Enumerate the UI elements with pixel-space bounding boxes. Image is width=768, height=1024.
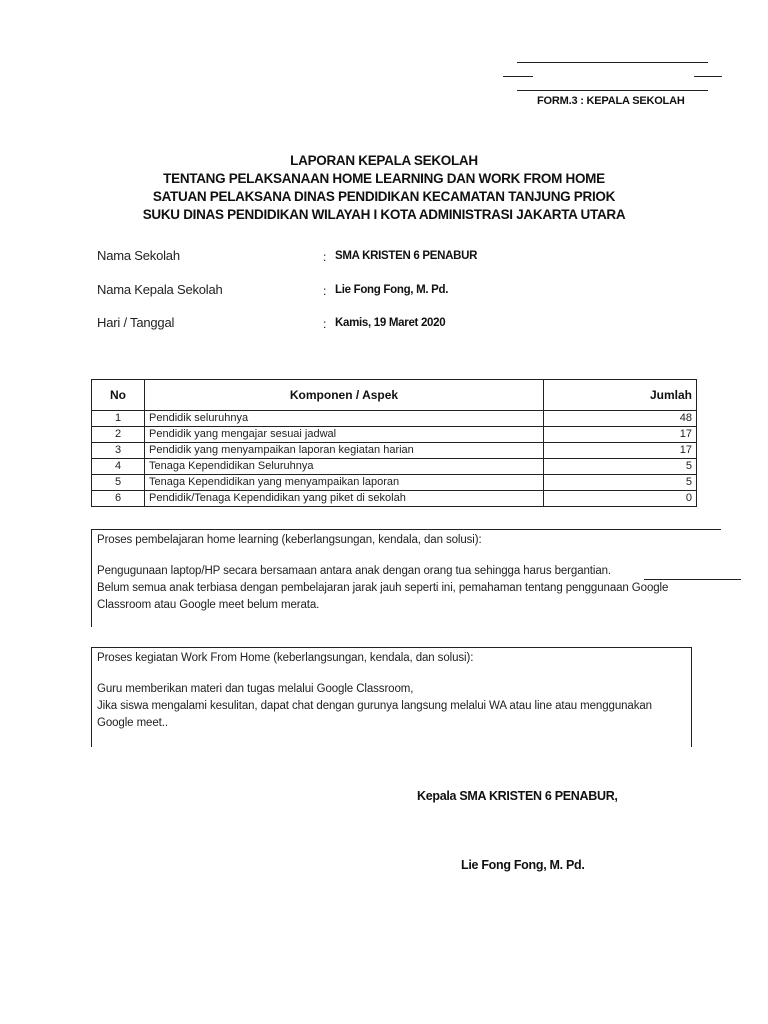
row-count: 17: [544, 427, 697, 443]
table-row: [92, 411, 697, 427]
row-aspect: Pendidik/Tenaga Kependidikan yang piket di sekolah: [145, 491, 544, 507]
signature-name: Lie Fong Fong, M. Pd.: [461, 858, 585, 872]
table-row: [92, 427, 697, 443]
wfh-box-right: [691, 647, 692, 747]
home-learning-line-3: Classroom atau Google meet belum merata.: [97, 599, 320, 611]
title-line-1: LAPORAN KEPALA SEKOLAH: [290, 153, 478, 168]
table-row: [92, 459, 697, 475]
row-aspect: Tenaga Kependidikan Seluruhnya: [145, 459, 544, 475]
header-aspect: Komponen / Aspek: [145, 380, 544, 411]
row-no: 4: [92, 459, 145, 475]
component-table: [91, 379, 697, 507]
home-learning-box-top: [91, 529, 721, 530]
table-row: [92, 475, 697, 491]
info-value-school: SMA KRISTEN 6 PENABUR: [335, 250, 478, 262]
header-rule-top: [517, 62, 708, 63]
header-count: Jumlah: [544, 380, 697, 411]
info-colon-school: :: [323, 250, 327, 264]
table-header-row: [92, 380, 697, 411]
row-no: 6: [92, 491, 145, 507]
wfh-line-2: Jika siswa mengalami kesulitan, dapat chat dengan gurunya langsung melalui WA atau line atau menggunakan: [97, 700, 652, 712]
wfh-line-1: Guru memberikan materi dan tugas melalui Google Classroom,: [97, 683, 414, 695]
header-rule-right: [694, 76, 722, 77]
home-learning-line-2: Belum semua anak terbiasa dengan pembelajaran jarak jauh seperti ini, pemahaman tentang penggunaan Google: [97, 582, 669, 594]
row-aspect: Tenaga Kependidikan yang menyampaikan laporan: [145, 475, 544, 491]
title-line-2: TENTANG PELAKSANAAN HOME LEARNING DAN WORK FROM HOME: [163, 171, 605, 186]
header-rule-bottom: [517, 90, 708, 91]
wfh-box-left: [91, 647, 92, 747]
info-value-date: Kamis, 19 Maret 2020: [335, 317, 446, 329]
title-line-3: SATUAN PELAKSANA DINAS PENDIDIKAN KECAMATAN TANJUNG PRIOK: [152, 189, 616, 204]
home-learning-heading: Proses pembelajaran home learning (keberlangsungan, kendala, dan solusi):: [97, 534, 482, 546]
info-label-school: Nama Sekolah: [97, 248, 180, 263]
info-label-principal: Nama Kepala Sekolah: [97, 282, 223, 297]
row-no: 3: [92, 443, 145, 459]
home-learning-box-left: [91, 529, 92, 627]
header-no: No: [92, 380, 145, 411]
row-no: 5: [92, 475, 145, 491]
row-count: 48: [544, 411, 697, 427]
form-label: FORM.3 : KEPALA SEKOLAH: [537, 95, 685, 107]
info-colon-principal: :: [323, 284, 327, 298]
row-count: 5: [544, 459, 697, 475]
info-value-principal: Lie Fong Fong, M. Pd.: [335, 284, 449, 296]
info-colon-date: :: [323, 317, 327, 331]
row-aspect: Pendidik yang menyampaikan laporan kegiatan harian: [145, 443, 544, 459]
row-count: 5: [544, 475, 697, 491]
signature-title: Kepala SMA KRISTEN 6 PENABUR,: [417, 789, 618, 803]
row-aspect: Pendidik yang mengajar sesuai jadwal: [145, 427, 544, 443]
wfh-box-top: [91, 647, 691, 648]
row-no: 1: [92, 411, 145, 427]
home-learning-line-1: Pengugunaan laptop/HP secara bersamaan antara anak dengan orang tua sehingga harus bergantian.: [97, 565, 612, 577]
table-row: [92, 443, 697, 459]
wfh-heading: Proses kegiatan Work From Home (keberlangsungan, kendala, dan solusi):: [97, 652, 474, 664]
info-label-date: Hari / Tanggal: [97, 315, 175, 330]
wfh-line-3: Google meet..: [97, 717, 168, 729]
row-count: 0: [544, 491, 697, 507]
header-rule-left: [503, 76, 533, 77]
row-count: 17: [544, 443, 697, 459]
row-no: 2: [92, 427, 145, 443]
row-aspect: Pendidik seluruhnya: [145, 411, 544, 427]
title-line-4: SUKU DINAS PENDIDIKAN WILAYAH I KOTA ADMINISTRASI JAKARTA UTARA: [142, 207, 626, 222]
table-row: [92, 491, 697, 507]
